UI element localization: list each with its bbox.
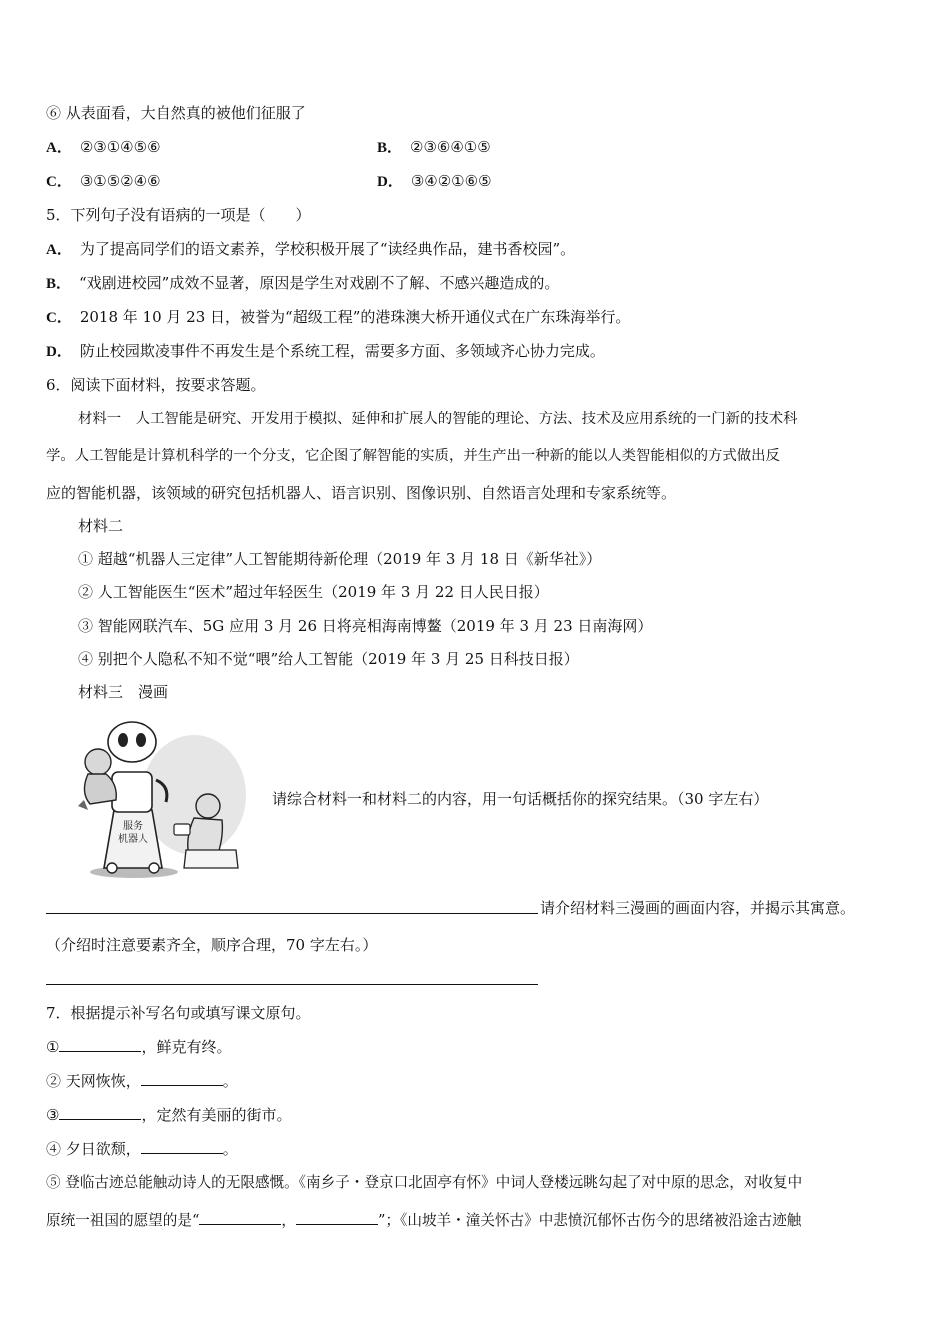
item-text: ”；《山坡羊・潼关怀古》中悲愤沉郁怀古伤今的思绪被沿途古迹触	[378, 1212, 802, 1229]
q6-question2-note: （介绍时注意要素齐全，顺序合理，70 字左右。）	[46, 936, 378, 954]
fill-blank[interactable]	[199, 1210, 281, 1225]
item-text: 原统一祖国的愿望的是“	[46, 1212, 200, 1229]
fill-blank[interactable]	[59, 1037, 141, 1052]
q7-item-2	[46, 1071, 238, 1091]
material1-line: 应的智能机器，该领域的研究包括机器人、语言识别、图像识别、自然语言处理和专家系统等。	[46, 484, 677, 502]
fill-blank[interactable]	[141, 1139, 223, 1154]
option-label: B．	[46, 276, 72, 292]
item-prefix: ①	[46, 1038, 60, 1056]
robot-sign-line1: 服务	[123, 821, 143, 832]
q5-option-c[interactable]	[46, 307, 630, 328]
item-suffix: 。	[222, 1072, 238, 1090]
q5-stem: 5．下列句子没有语病的一项是（ ）	[46, 206, 311, 224]
material2-item: ① 超越“机器人三定律”人工智能期待新伦理（2019 年 3 月 18 日《新华社》）	[78, 550, 602, 568]
q6-question1: 请综合材料一和材料二的内容，用一句话概括你的探究结果。（30 字左右）	[272, 790, 769, 808]
option-text: 为了提高同学们的语文素养，学校积极开展了“读经典作品，建书香校园”。	[79, 240, 576, 258]
q5-option-d[interactable]	[46, 341, 605, 362]
item-suffix: 。	[222, 1140, 238, 1158]
q7-item-5-line1: ⑤ 登临古迹总能触动诗人的无限感慨。《南乡子・登京口北固亭有怀》中词人登楼远眺勾起了对中原的思念，对收复中	[46, 1174, 803, 1191]
material2-item: ② 人工智能医生“医术”超过年轻医生（2019 年 3 月 22 日人民日报）	[78, 583, 549, 601]
q7-item-5-line2	[46, 1210, 801, 1231]
material1-line: 材料一 人工智能是研究、开发用于模拟、延伸和扩展人的智能的理论、方法、技术及应用系统的一门新的技术科	[78, 411, 798, 427]
item-suffix: ，定然有美丽的街市。	[141, 1106, 292, 1124]
option-text: “戏剧进校园”成效不显著，原因是学生对戏剧不了解、不感兴趣造成的。	[79, 274, 560, 292]
answer-line-2[interactable]	[46, 984, 538, 985]
answer-line-1[interactable]	[46, 913, 538, 914]
option-text: ②③①④⑤⑥	[79, 138, 161, 156]
option-label: B．	[377, 140, 403, 156]
item-suffix: ，鲜克有终。	[141, 1038, 232, 1056]
item-prefix: ② 天网恢恢，	[46, 1072, 141, 1090]
q4-option-a[interactable]	[46, 137, 161, 158]
fill-blank[interactable]	[141, 1071, 223, 1086]
q7-item-3	[46, 1105, 291, 1125]
fill-blank[interactable]	[296, 1210, 378, 1225]
option-text: 2018 年 10 月 23 日，被誉为“超级工程”的港珠澳大桥开通仪式在广东珠海举行。	[79, 308, 631, 326]
material1-line: 学。人工智能是计算机科学的一个分支，它企图了解智能的实质，并生产出一种新的能以人类智能相似的方式做出反	[46, 448, 780, 464]
option-label: D．	[377, 174, 403, 190]
robot-cartoon-image	[76, 720, 246, 880]
material2-item: ④ 别把个人隐私不知不觉“喂”给人工智能（2019 年 3 月 25 日科技日报）	[78, 650, 579, 668]
option-text: ③④②①⑥⑤	[410, 172, 492, 190]
option-text: ②③⑥④①⑤	[410, 138, 491, 156]
q7-item-4	[46, 1139, 238, 1159]
material3-title: 材料三 漫画	[78, 683, 169, 701]
q7-item-1	[46, 1037, 231, 1057]
q4-item6: ⑥ 从表面看，大自然真的被他们征服了	[46, 104, 306, 122]
q4-option-b[interactable]	[377, 137, 491, 158]
option-label: D．	[46, 344, 72, 360]
q6-stem: 6．阅读下面材料，按要求答题。	[46, 376, 266, 394]
option-label: A．	[46, 242, 72, 258]
option-label: A．	[46, 140, 72, 156]
q4-option-c[interactable]	[46, 171, 161, 192]
robot-sign-line2: 机器人	[118, 834, 148, 845]
q5-option-b[interactable]	[46, 273, 559, 294]
option-text: 防止校园欺凌事件不再发生是个系统工程，需要多方面、多领域齐心协力完成。	[79, 342, 605, 360]
item-text: ，	[281, 1212, 297, 1229]
material2-item: ③ 智能网联汽车、5G 应用 3 月 26 日将亮相海南博鳌（2019 年 3 月 23 日南海网）	[78, 617, 653, 635]
item-prefix: ③	[46, 1106, 60, 1124]
material2-title: 材料二	[78, 517, 124, 535]
fill-blank[interactable]	[59, 1105, 141, 1120]
q6-question2: 请介绍材料三漫画的画面内容，并揭示其寓意。	[540, 899, 856, 917]
option-label: C．	[46, 310, 72, 326]
q7-stem: 7．根据提示补写名句或填写课文原句。	[46, 1004, 311, 1022]
option-label: C．	[46, 174, 72, 190]
item-prefix: ④ 夕日欲颓，	[46, 1140, 141, 1158]
q4-option-d[interactable]	[377, 171, 492, 192]
option-text: ③①⑤②④⑥	[79, 172, 161, 190]
q5-option-a[interactable]	[46, 239, 575, 260]
